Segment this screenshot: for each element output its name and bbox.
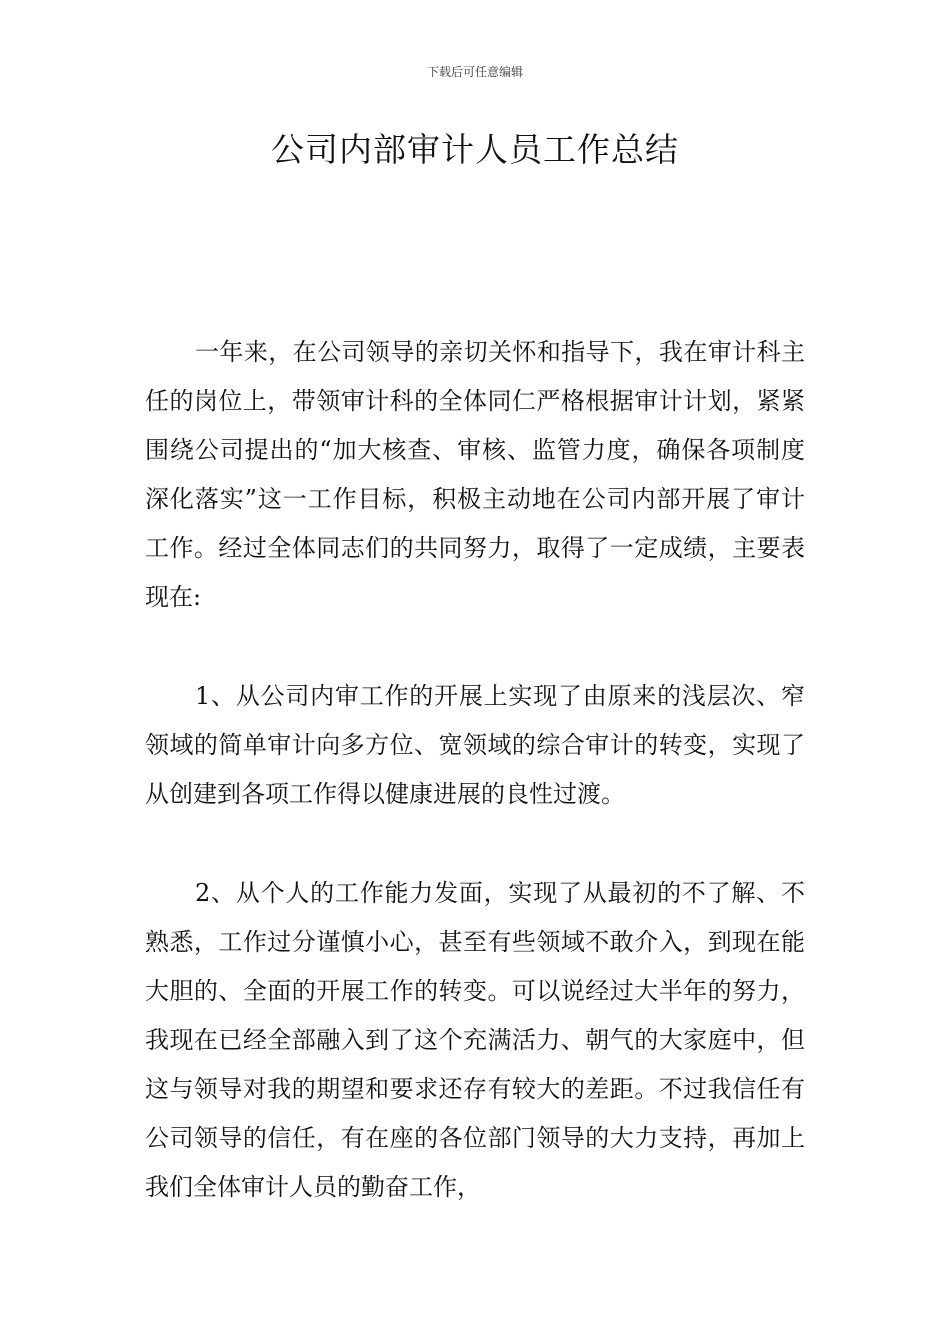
document-body: [145, 328, 805, 1262]
body-paragraph-item-2: 2、从个人的工作能力发面，实现了从最初的不了解、不熟悉，工作过分谨慎小心，甚至有些领域不敢介入，到现在能大胆的、全面的开展工作的转变。可以说经过大半年的努力，我现在已经全部融入到了这个充满活力、朝气的大家庭中，但这与领导对我的期望和要求还存有较大的差距。不过我信任有公司领导的信任，有在座的各位部门领导的大力支持，再加上我们全体审计人员的勤奋工作，: [145, 879, 805, 1201]
document-title: 公司内部审计人员工作总结: [271, 130, 679, 169]
body-paragraph-item-1: 1、从公司内审工作的开展上实现了由原来的浅层次、窄领域的简单审计向多方位、宽领域的综合审计的转变，实现了从创建到各项工作得以健康进展的良性过渡。: [145, 682, 805, 808]
page-header-note: 下载后可任意编辑: [426, 65, 523, 79]
body-paragraph-intro: 一年来，在公司领导的亲切关怀和指导下，我在审计科主任的岗位上，带领审计科的全体同仁严格根据审计计划，紧紧围绕公司提出的“加大核查、审核、监管力度，确保各项制度深化落实”这一工作目标，积极主动地在公司内部开展了审计工作。经过全体同志们的共同努力，取得了一定成绩，主要表现在:: [145, 338, 805, 611]
